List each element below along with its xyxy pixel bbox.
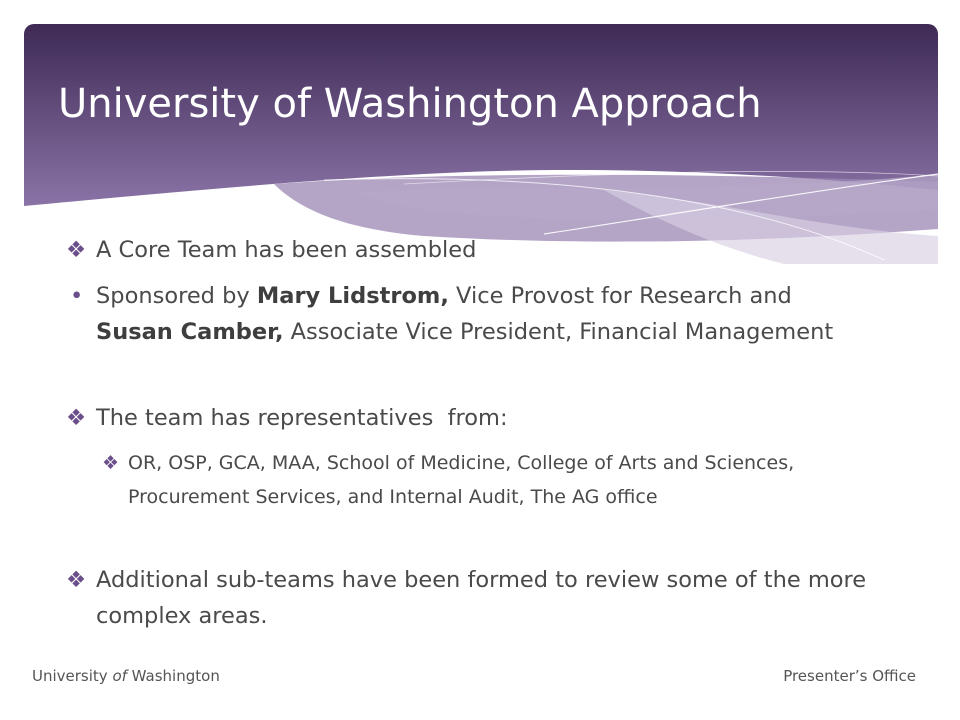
footer-org-part: University [32,667,113,685]
footer-org-italic: of [112,667,127,685]
list-item-text: The team has representatives from: [96,405,508,431]
list-item-text: Additional sub-teams have been formed to review some of the more complex areas. [96,567,867,629]
list-item-text: A Core Team has been assembled [96,237,477,263]
header-wave-graphic [24,24,938,264]
sponsor-middle: Vice Provost for Research and [448,283,792,309]
diamond-bullet-icon: ❖ [102,452,120,474]
footer-org-end: Washington [126,667,220,685]
dot-bullet-icon: • [70,283,84,309]
diamond-bullet-icon: ❖ [66,237,87,263]
sponsor-prefix: Sponsored by [96,283,257,309]
sponsor-name-1: Mary Lidstrom, [256,283,449,309]
sponsor-name-2: Susan Camber, [96,319,284,345]
list-item-text [96,278,866,350]
slide-title: University of Washington Approach [58,81,762,127]
diamond-bullet-icon: ❖ [66,567,87,593]
footer-organization [32,666,220,686]
sponsor-suffix: Associate Vice President, Financial Management [283,319,834,345]
footer-presenter: Presenter’s Office [783,667,916,685]
diamond-bullet-icon: ❖ [66,405,87,431]
sub-list-item-text: OR, OSP, GCA, MAA, School of Medicine, College of Arts and Sciences, Procurement Services, and Internal Audit, The AG office [128,452,795,508]
header-banner [24,24,938,264]
